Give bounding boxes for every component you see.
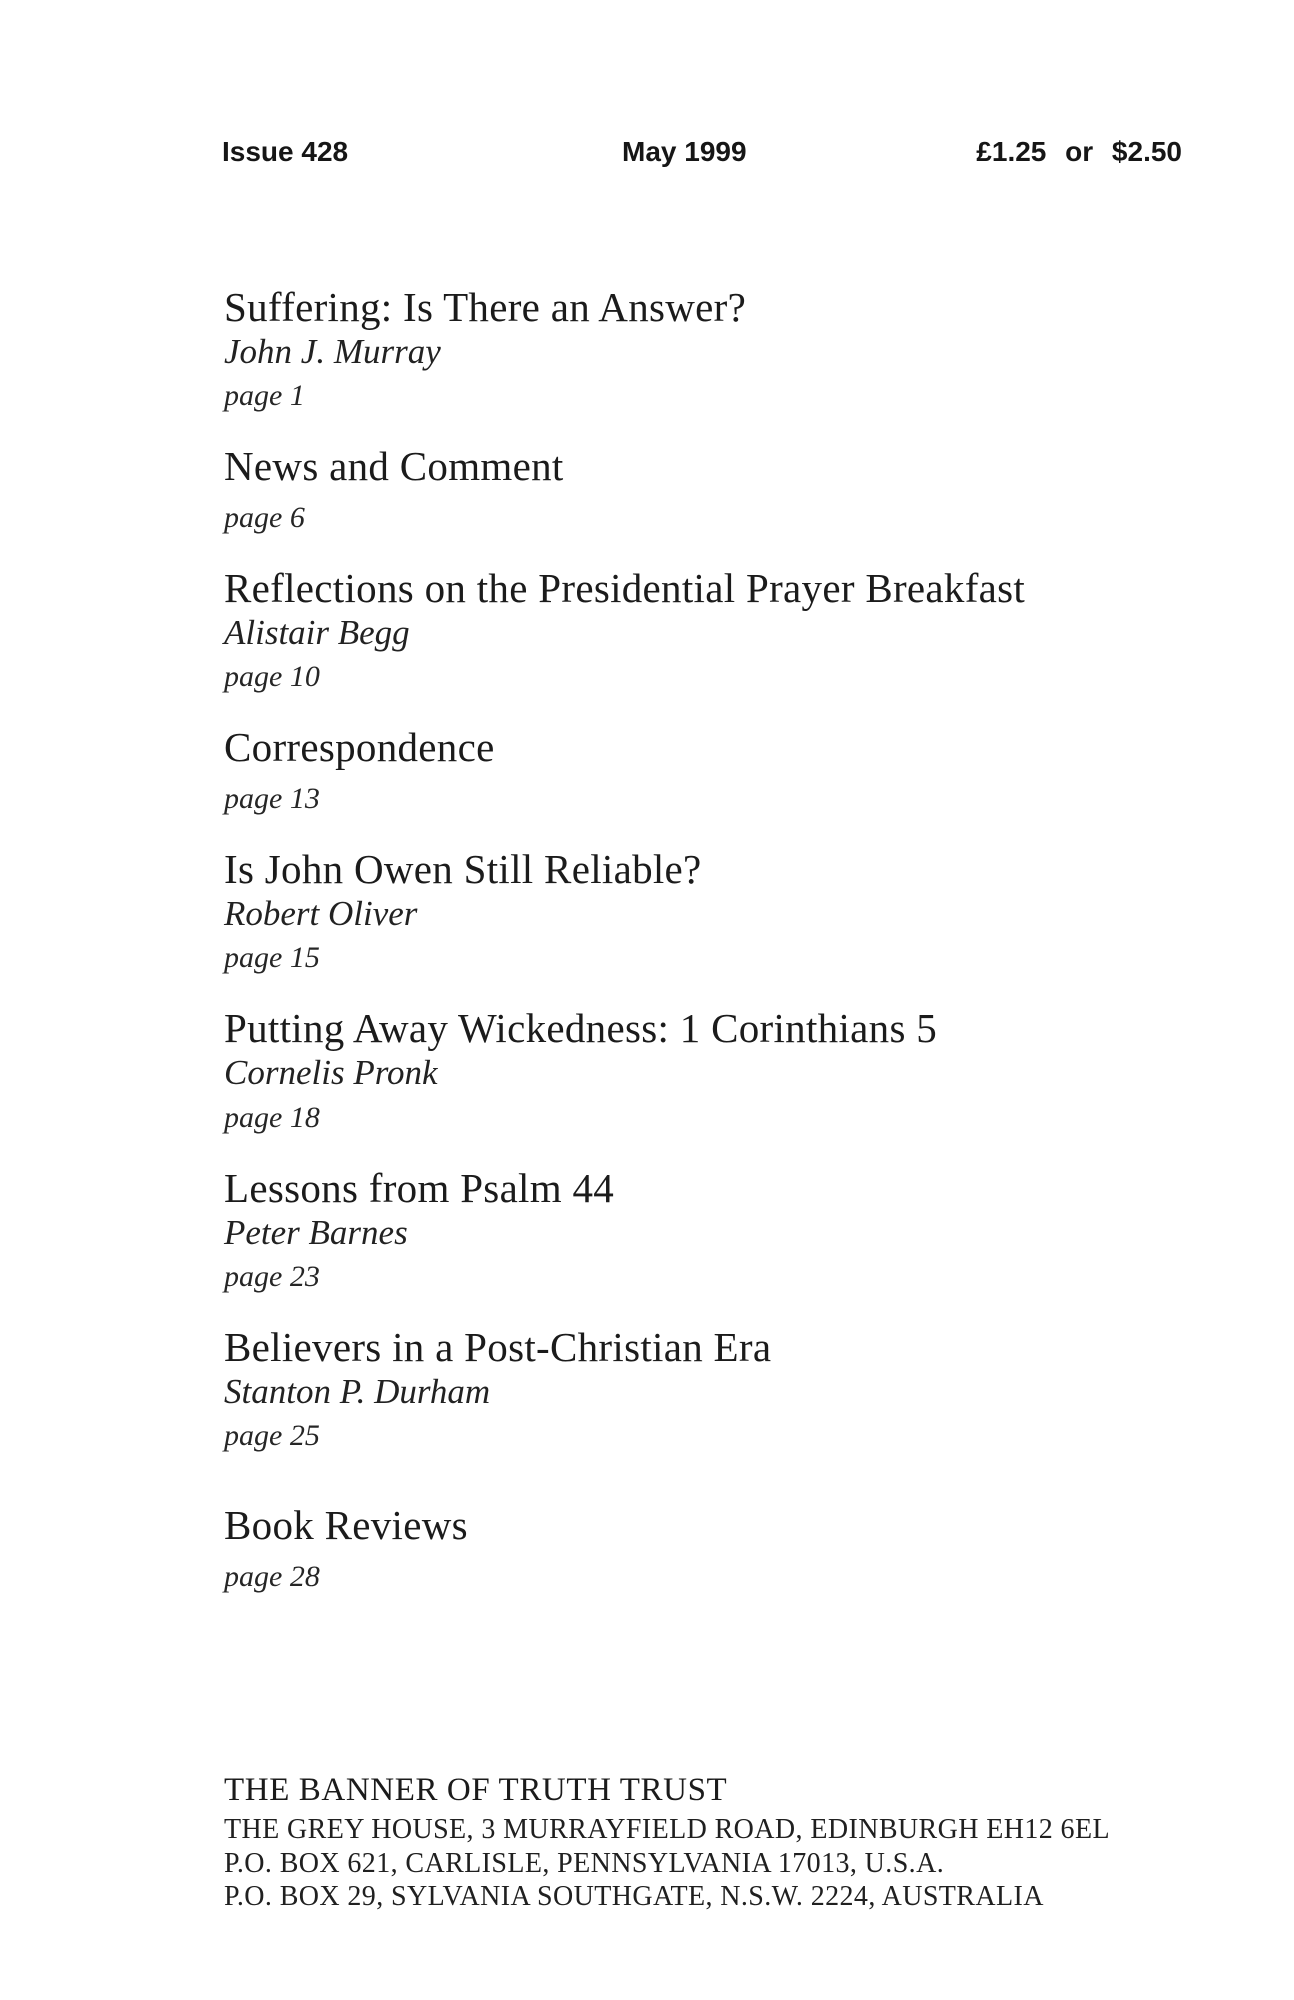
toc-item (224, 1005, 1154, 1135)
article-page: page 15 (224, 941, 320, 975)
publisher-address-australia: P.O. BOX 29, SYLVANIA SOUTHGATE, N.S.W. 2224, AUSTRALIA (224, 1881, 1044, 1913)
article-title: News and Comment (224, 443, 564, 490)
article-page: page 10 (224, 660, 320, 694)
toc-item (224, 724, 1154, 817)
article-page: page 28 (224, 1559, 320, 1593)
article-page: page 13 (224, 782, 320, 816)
article-page: page 6 (224, 501, 305, 535)
issue-price: £1.25 or $2.50 (976, 136, 1182, 167)
article-title: Book Reviews (224, 1501, 468, 1548)
article-author: John J. Murray (224, 331, 441, 371)
article-title: Suffering: Is There an Answer? (224, 284, 747, 330)
masthead (222, 136, 1182, 170)
publisher-imprint (224, 1772, 1204, 1914)
article-author: Stanton P. Durham (224, 1371, 491, 1411)
issue-number: Issue 428 (222, 136, 349, 167)
toc-item (224, 846, 1154, 976)
article-title: Is John Owen Still Reliable? (224, 846, 702, 893)
table-of-contents (224, 284, 1154, 1624)
article-title: Putting Away Wickedness: 1 Corinthians 5 (224, 1005, 938, 1052)
toc-item (224, 1324, 1154, 1454)
article-page: page 25 (224, 1418, 320, 1452)
article-author: Robert Oliver (224, 894, 418, 934)
toc-item (224, 1165, 1154, 1295)
article-author: Peter Barnes (224, 1212, 408, 1252)
toc-item (224, 443, 1154, 536)
toc-item (224, 1502, 1154, 1595)
issue-date: May 1999 (622, 136, 747, 167)
article-title: Lessons from Psalm 44 (224, 1164, 615, 1211)
article-page: page 1 (224, 379, 305, 413)
toc-item (224, 565, 1154, 695)
publisher-address-uk: THE GREY HOUSE, 3 MURRAYFIELD ROAD, EDINBURGH EH12 6EL (224, 1813, 1110, 1845)
article-page: page 23 (224, 1259, 320, 1293)
article-title: Correspondence (224, 724, 495, 771)
article-title: Believers in a Post-Christian Era (224, 1323, 772, 1370)
article-page: page 18 (224, 1100, 320, 1134)
toc-item (224, 284, 1154, 414)
article-title: Reflections on the Presidential Prayer Breakfast (224, 565, 1026, 612)
publisher-name: THE BANNER OF TRUTH TRUST (224, 1772, 728, 1808)
publisher-address-usa: P.O. BOX 621, CARLISLE, PENNSYLVANIA 17013, U.S.A. (224, 1847, 945, 1879)
article-author: Cornelis Pronk (224, 1053, 438, 1093)
article-author: Alistair Begg (224, 613, 410, 653)
